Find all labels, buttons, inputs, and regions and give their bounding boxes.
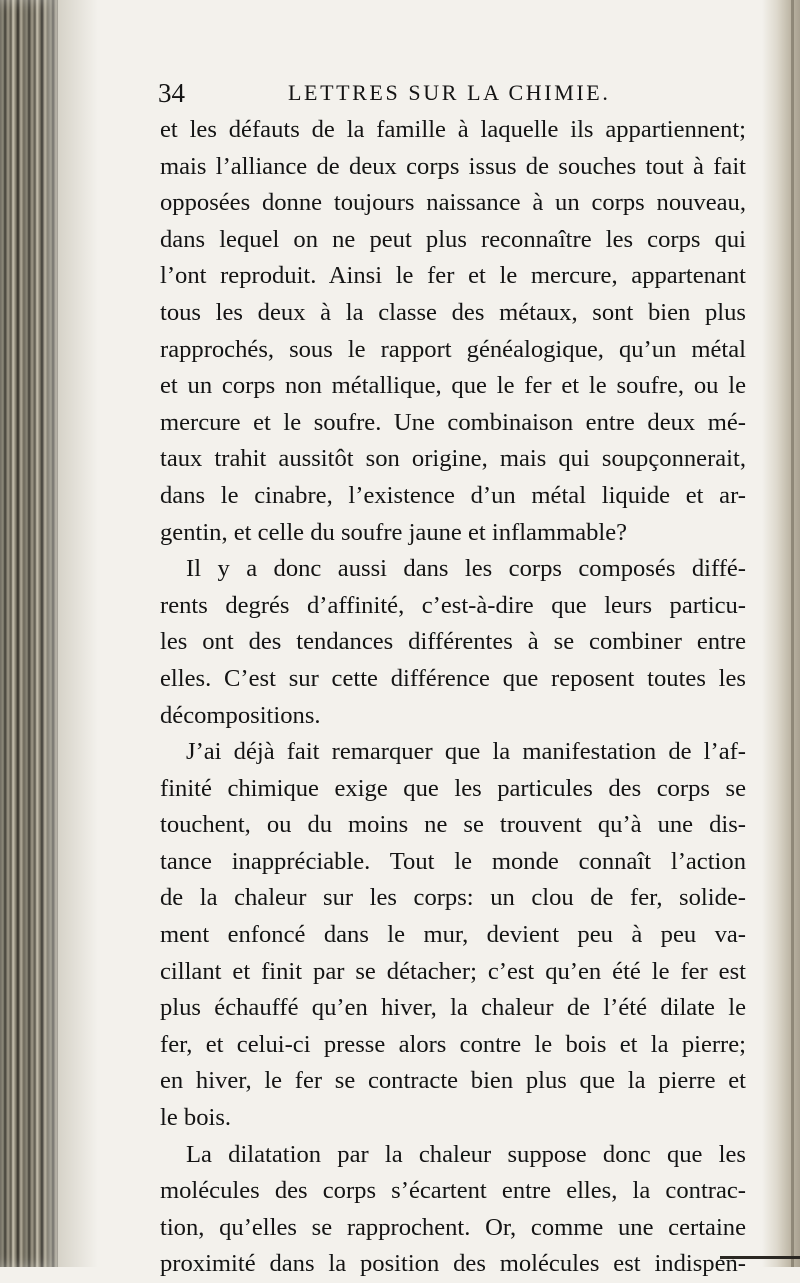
text-line: et un corps non métallique, que le fer et le soufre, ou le xyxy=(160,372,746,400)
text-line: en hiver, le fer se contracte bien plus que la pierre et xyxy=(160,1067,746,1095)
text-line: La dilatation par la chaleur suppose donc que les xyxy=(186,1140,746,1168)
text-line: molécules des corps s’écartent entre elles, la contrac- xyxy=(160,1177,746,1205)
text-line: finité chimique exige que les particules des corps se xyxy=(160,774,746,802)
paragraph xyxy=(160,1137,746,1283)
text-line: le bois. xyxy=(160,1104,232,1132)
text-line: mais l’alliance de deux corps issus de souches tout à fait xyxy=(160,152,746,180)
text-line: gentin, et celle du soufre jaune et inflammable? xyxy=(160,518,628,546)
binding-shadow xyxy=(58,0,98,1267)
text-line: dans le cinabre, l’existence d’un métal liquide et ar- xyxy=(160,481,746,509)
text-line: elles. C’est sur cette différence que reposent toutes les xyxy=(160,664,746,692)
text-line: ment enfoncé dans le mur, devient peu à peu va- xyxy=(160,921,746,949)
text-line: dans lequel on ne peut plus reconnaître les corps qui xyxy=(160,225,746,253)
text-line: rapprochés, sous le rapport généalogique, qu’un métal xyxy=(160,335,746,363)
text-line: les ont des tendances différentes à se combiner entre xyxy=(160,628,746,656)
text-line: cillant et finit par se détacher; c’est qu’en été le fer est xyxy=(160,957,746,985)
text-line: opposées donne toujours naissance à un corps nouveau, xyxy=(160,189,746,217)
running-title: LETTRES SUR LA CHIMIE. xyxy=(288,80,611,105)
page-number: 34 xyxy=(158,78,185,108)
paragraph xyxy=(160,551,746,734)
body-text xyxy=(160,112,746,1283)
page-edge-shadow xyxy=(762,0,800,1267)
text-line: plus échauffé qu’en hiver, la chaleur de l’été dilate le xyxy=(160,994,746,1022)
text-line: l’ont reproduit. Ainsi le fer et le mercure, appartenant xyxy=(160,262,746,290)
page-edge-line xyxy=(791,0,794,1267)
text-line: touchent, ou du moins ne se trouvent qu’à une dis- xyxy=(160,811,746,839)
text-line: fer, et celui-ci presse alors contre le bois et la pierre; xyxy=(160,1030,746,1058)
text-line: J’ai déjà fait remarquer que la manifestation de l’af- xyxy=(186,738,746,766)
paragraph xyxy=(160,734,746,1137)
text-line: Il y a donc aussi dans les corps composés diffé- xyxy=(186,555,746,583)
text-line: de la chaleur sur les corps: un clou de fer, solide- xyxy=(160,884,746,912)
text-line: décompositions. xyxy=(160,701,321,729)
text-line: tance inappréciable. Tout le monde connaît l’action xyxy=(160,847,746,875)
text-line: tous les deux à la classe des métaux, sont bien plus xyxy=(160,298,746,326)
text-line: rents degrés d’affinité, c’est-à-dire que leurs particu- xyxy=(160,591,746,619)
text-line: et les défauts de la famille à laquelle ils appartiennent; xyxy=(160,116,746,143)
text-line: proximité dans la position des molécules est indispen- xyxy=(160,1250,746,1278)
running-header xyxy=(158,78,618,112)
text-line: taux trahit aussitôt son origine, mais qui soupçonnerait, xyxy=(160,445,746,473)
book-binding xyxy=(0,0,58,1267)
paragraph xyxy=(160,112,746,551)
text-line: mercure et le soufre. Une combinaison entre deux mé- xyxy=(160,408,746,436)
text-line: tion, qu’elles se rapprochent. Or, comme une certaine xyxy=(160,1213,746,1241)
